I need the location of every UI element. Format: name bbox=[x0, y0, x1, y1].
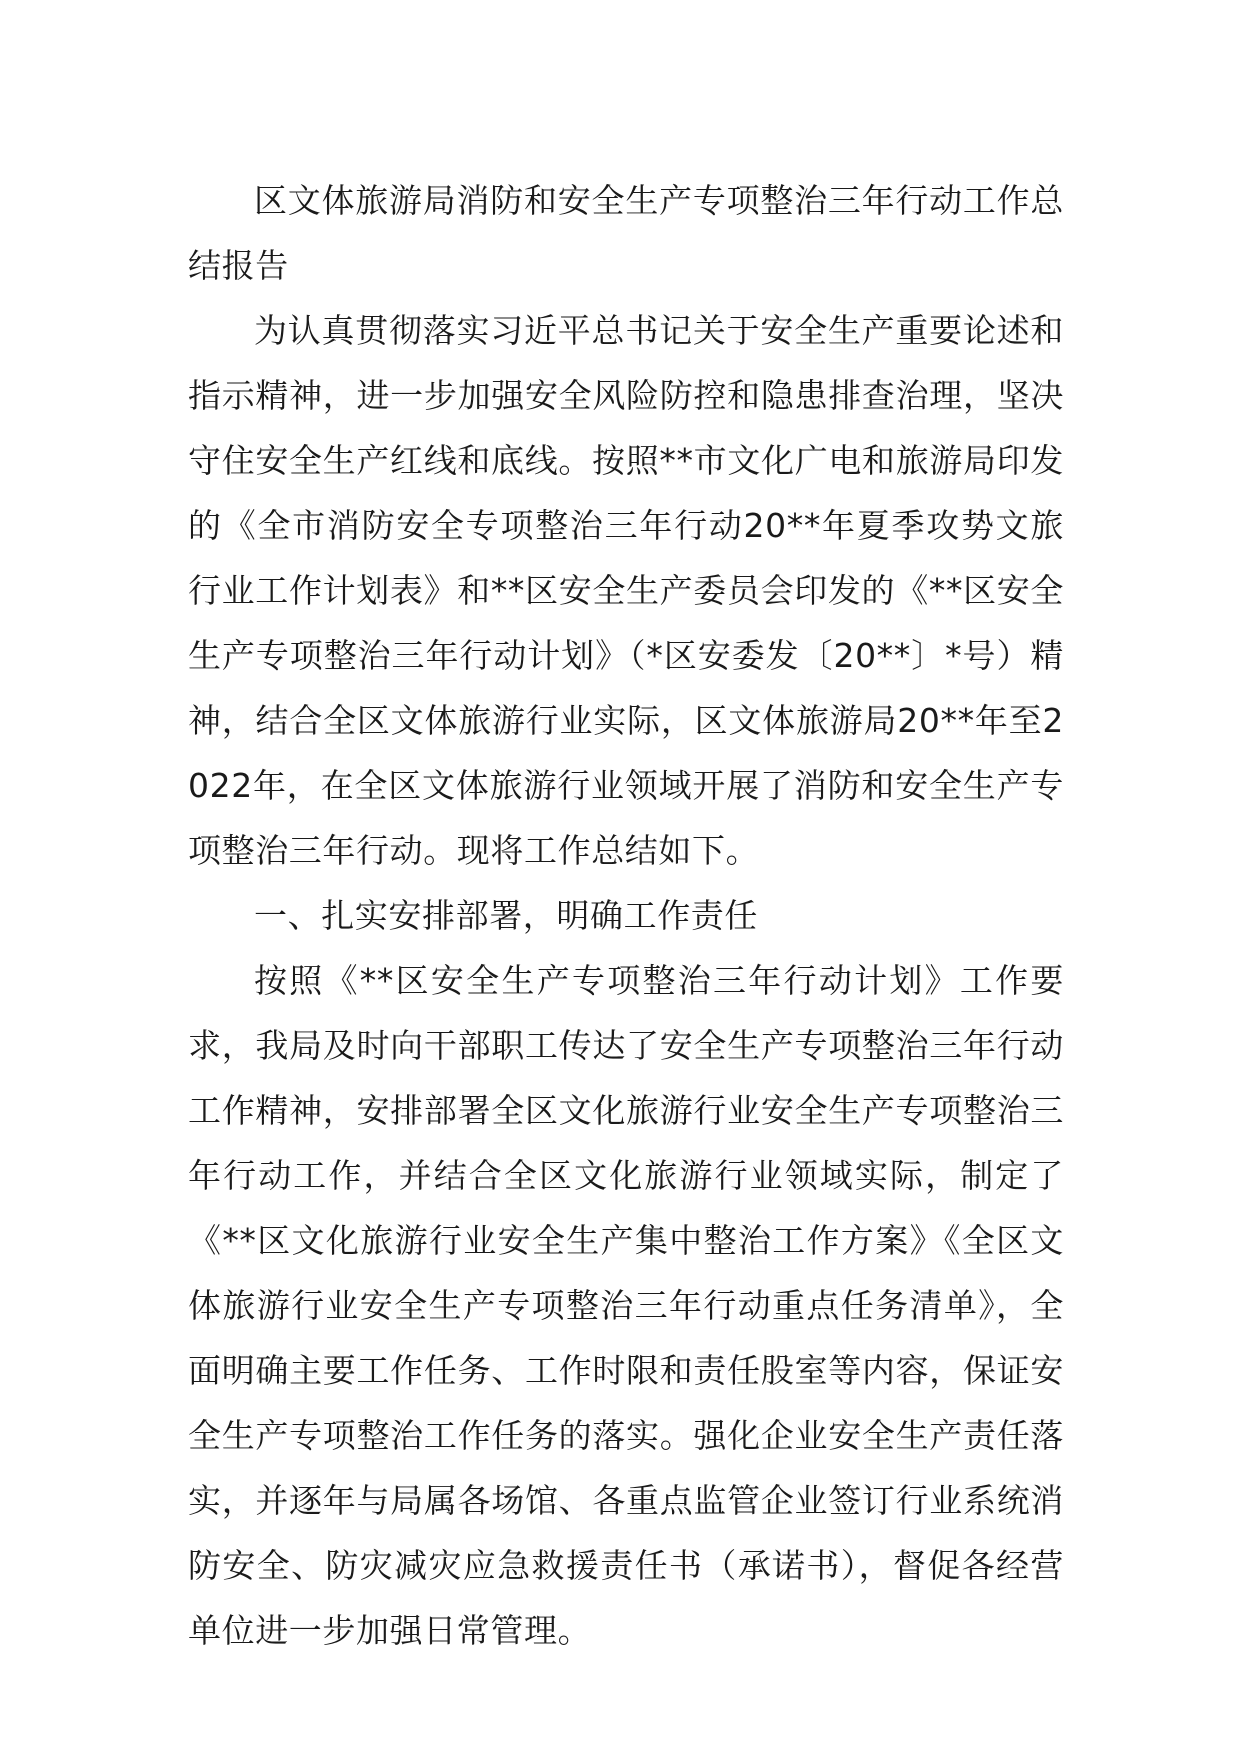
document-title: 区文体旅游局消防和安全生产专项整治三年行动工作总结报告 bbox=[188, 181, 1064, 285]
paragraph-section-1: 按照《**区安全生产专项整治三年行动计划》工作要求，我局及时向干部职工传达了安全生产专项整治三年行动工作精神，安排部署全区文化旅游行业安全生产专项整治三年行动工作，并结合全区文化旅游行业领域实际，制定了《**区文化旅游行业安全生产集中整治工作方案》《全区文体旅游行业安全生产专项整治三年行动重点任务清单》，全面明确主要工作任务、工作时限和责任股室等内容，保证安全生产专项整治工作任务的落实。强化企业安全生产责任落实，并逐年与局属各场馆、各重点监管企业签订行业系统消防安全、防灾减灾应急救援责任书（承诺书），督促各经营单位进一步加强日常管理。 bbox=[188, 961, 1064, 1650]
paragraph-intro: 为认真贯彻落实习近平总书记关于安全生产重要论述和指示精神，进一步加强安全风险防控和隐患排查治理，坚决守住安全生产红线和底线。按照**市文化广电和旅游局印发的《全市消防安全专项整治三年行动20**年夏季攻势文旅行业工作计划表》和**区安全生产委员会印发的《**区安全生产专项整治三年行动计划》（*区安委发〔20**〕*号）精神，结合全区文体旅游行业实际，区文体旅游局20**年至2022年，在全区文体旅游行业领域开展了消防和安全生产专项整治三年行动。现将工作总结如下。 bbox=[188, 311, 1064, 870]
document-body bbox=[188, 168, 1064, 1663]
section-heading-1: 一、扎实安排部署，明确工作责任 bbox=[254, 896, 758, 935]
